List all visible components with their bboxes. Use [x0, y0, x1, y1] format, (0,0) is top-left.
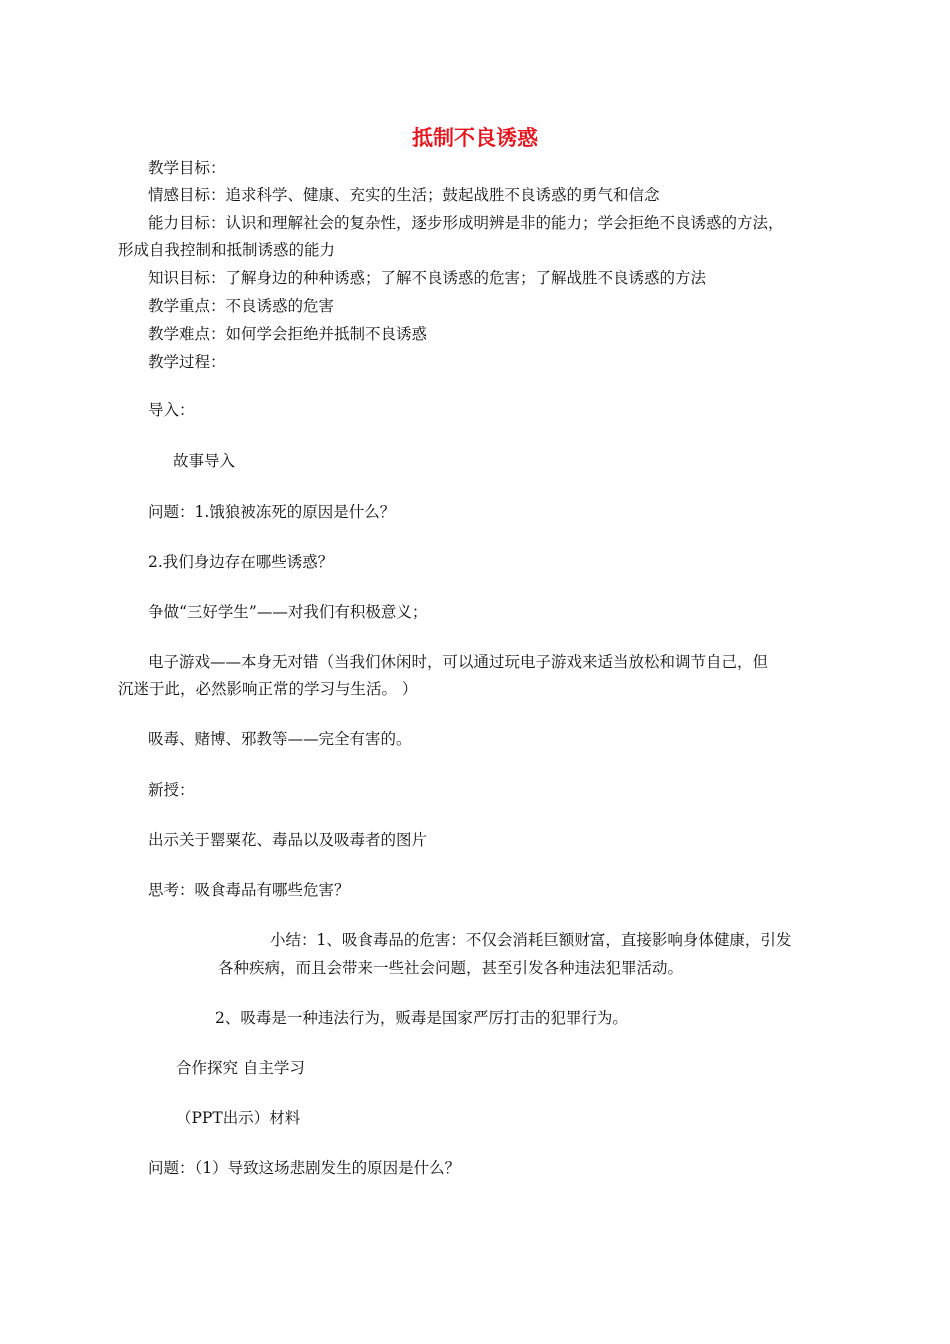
emotion-goal: 情感目标：追求科学、健康、充实的生活；鼓起战胜不良诱惑的勇气和信念 — [148, 186, 660, 204]
new-lesson-heading: 新授： — [148, 781, 195, 799]
summary-line-1: 小结：1、吸食毒品的危害：不仅会消耗巨额财富，直接影响身体健康，引发 — [270, 931, 792, 949]
question-tragedy: 问题：（1）导致这场悲剧发生的原因是什么？ — [148, 1159, 461, 1177]
ability-goal-line-2: 形成自我控制和抵制诱惑的能力 — [118, 241, 336, 259]
show-pictures: 出示关于罂粟花、毒品以及吸毒者的图片 — [148, 831, 428, 849]
intro-heading: 导入： — [148, 401, 195, 419]
summary-line-2: 各种疾病，而且会带来一些社会问题，甚至引发各种违法犯罪活动。 — [218, 959, 684, 977]
story-intro: 故事导入 — [173, 452, 236, 470]
think-question: 思考：吸食毒品有哪些危害？ — [148, 881, 350, 899]
knowledge-goal: 知识目标：了解身边的种种诱惑；了解不良诱惑的危害；了解战胜不良诱惑的方法 — [148, 269, 707, 287]
item-harmful: 吸毒、赌博、邪教等——完全有害的。 — [148, 730, 412, 748]
cooperation-heading: 合作探究 自主学习 — [176, 1059, 305, 1077]
item-games-line-1: 电子游戏——本身无对错（当我们休闲时，可以通过玩电子游戏来适当放松和调节自己，但 — [148, 653, 769, 671]
ppt-material: （PPT出示）材料 — [176, 1109, 301, 1127]
item-three-good: 争做“三好学生”——对我们有积极意义； — [148, 603, 428, 621]
summary-point-2: 2、吸毒是一种违法行为，贩毒是国家严厉打击的犯罪行为。 — [215, 1009, 628, 1027]
ability-goal-line-1: 能力目标：认识和理解社会的复杂性，逐步形成明辨是非的能力；学会拒绝不良诱惑的方法， — [148, 214, 784, 232]
key-point: 教学重点：不良诱惑的危害 — [148, 297, 335, 315]
difficult-point: 教学难点：如何学会拒绝并抵制不良诱惑 — [148, 325, 428, 343]
objectives-heading: 教学目标： — [148, 159, 226, 177]
process-heading: 教学过程： — [148, 353, 226, 371]
question-2: 2.我们身边存在哪些诱惑？ — [148, 553, 334, 571]
item-games-line-2: 沉迷于此，必然影响正常的学习与生活。 ） — [118, 680, 418, 698]
document-title: 抵制不良诱惑 — [412, 126, 538, 150]
question-1: 问题：1.饿狼被冻死的原因是什么？ — [148, 503, 396, 521]
